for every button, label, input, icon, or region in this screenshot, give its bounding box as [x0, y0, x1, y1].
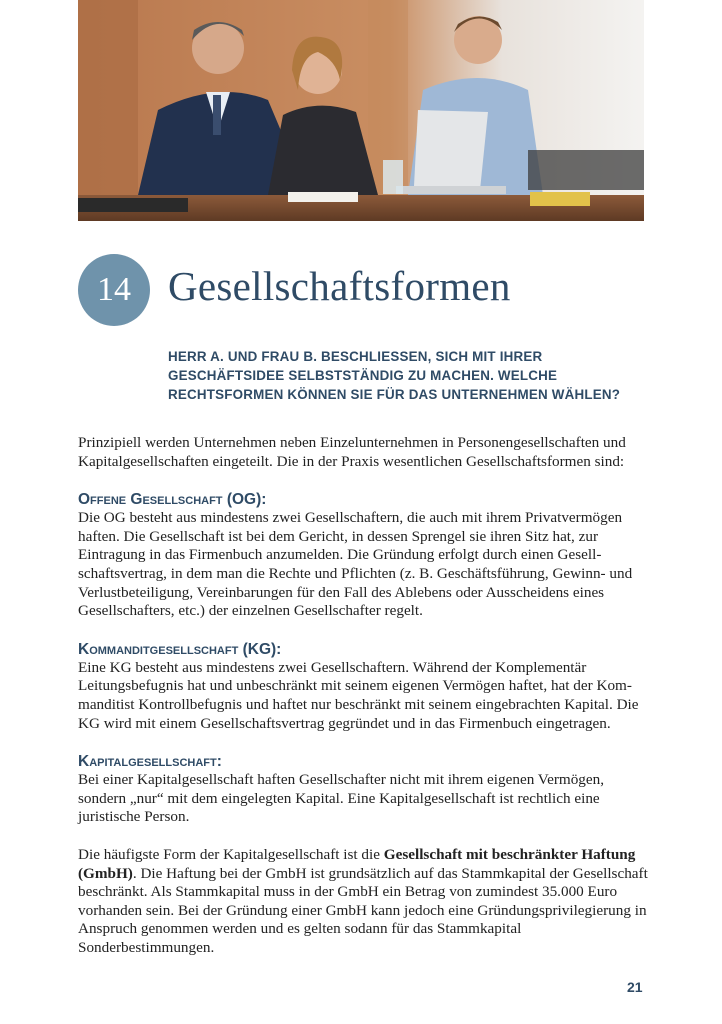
- section-kg: [78, 640, 650, 733]
- section-heading: Kapitalgesellschaft:: [78, 753, 222, 771]
- gmbh-paragraph: [78, 846, 650, 958]
- section-heading: Offene Gesellschaft (OG):: [78, 491, 267, 509]
- page-number: 21: [627, 979, 643, 995]
- section-heading: Kommanditgesellschaft (KG):: [78, 640, 282, 658]
- gmbh-term: Gesellschaft mit beschränkter Haftung (GmbH): [78, 845, 636, 882]
- page-title: Gesellschaftsformen: [168, 263, 511, 309]
- section-text: Bei einer Kapitalgesellschaft haften Gesellschafter nicht mit ihrem eigenen Vermögen, sondern „nur“ mit dem eingelegten Kapital. Eine Kapitalgesellschaft ist rechtlich eine juristische Person.: [78, 771, 605, 826]
- header-photo: [78, 0, 644, 221]
- intro-question: HERR A. UND FRAU B. BESCHLIESSEN, SICH MIT IHRER GESCHÄFTSIDEE SELBSTSTÄNDIG ZU MACHEN. WELCHE RECHTSFORMEN KÖNNEN SIE FÜR DAS UNTERNEHMEN WÄHLEN?: [168, 349, 621, 402]
- section-og: [78, 490, 650, 621]
- chapter-number-badge: [78, 254, 150, 326]
- section-text: Die OG besteht aus mindestens zwei Gesellschaftern, die auch mit ihrem Privatvermögen haften. Die Gesellschaft ist bei dem Gericht, in dessen Sprengel sie ihren Sitz hat, zur Eintragung in das Firmenbuch anzumelden. Die Gründung erfolgt durch einen Gesellschaftsvertrag, in dem man die Rechte und Pflichten (z. B. Geschäftsführung, Gewinn- und Verlustbeteiligung, Vereinbarungen für den Fall des Ablebens oder Ausscheidens eines Gesellschafters, etc.) der einzelnen Gesellschafter regelt.: [78, 509, 633, 620]
- gmbh-suffix: . Die Haftung bei der GmbH ist grundsätzlich auf das Stammkapital der Gesellschaft beschränkt. Als Stammkapital muss in der GmbH ein Betrag von zumindest 35.000 Euro vorhanden sein. Bei der Gründung einer GmbH kann jedoch eine Gründungsprivilegierung in Anspruch genommen werden und es gelten sodann für das Stammkapital Sonderbestimmungen.: [78, 864, 648, 956]
- section-text: Eine KG besteht aus mindestens zwei Gesellschaftern. Während der Komplementär Leitungsbefugnis hat und unbeschränkt mit seinem eigenen Vermögen haftet, hat der Kommanditist Kontrollbefugnis und haftet nur beschränkt mit seinem eingebrachten Kapital. Die KG wird mit einem Gesellschaftsvertrag gegründet und in das Firmenbuch eingetragen.: [78, 658, 639, 732]
- business-meeting-photo-icon: [78, 0, 644, 221]
- gmbh-prefix: Die häufigste Form der Kapitalgesellschaft ist die: [78, 845, 384, 863]
- body-text: [78, 434, 650, 957]
- chapter-number: 14: [97, 271, 131, 308]
- lead-paragraph: Prinzipiell werden Unternehmen neben Einzelunternehmen in Personengesellschaften und Kapitalgesellschaften eingeteilt. Die in der Praxis wesentlichen Gesellschaftsformen sind:: [78, 434, 626, 470]
- section-kapitalgesellschaft: [78, 752, 650, 827]
